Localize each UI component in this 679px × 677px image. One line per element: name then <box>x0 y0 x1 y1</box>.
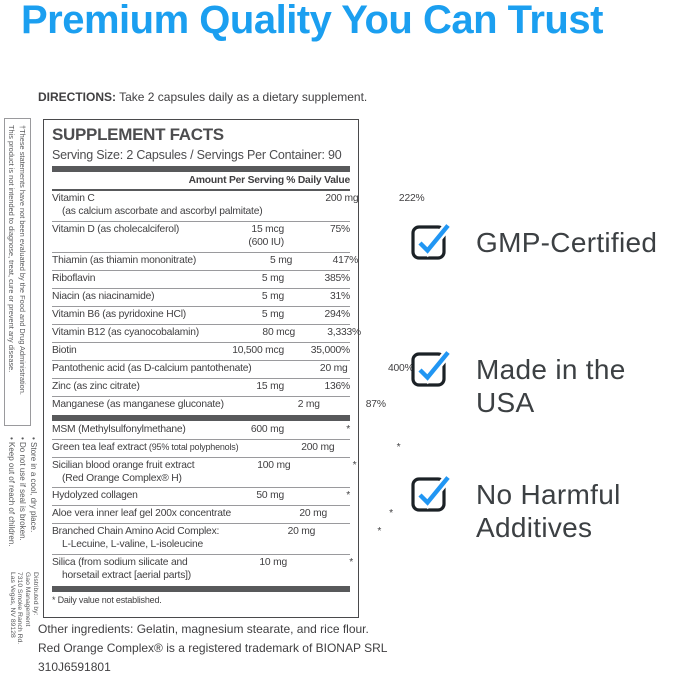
fact-row: Biotin 10,500 mcg 35,000% <box>52 342 350 360</box>
col-header-amount: Amount Per Serving <box>188 175 284 186</box>
fact-row: Vitamin C (as calcium ascorbate and ascorbyl palmitate) 200 mg 222% <box>52 193 425 217</box>
fact-row: Sicilian blood orange fruit extract (Red Orange Complex® H) 100 mg * <box>52 457 350 488</box>
fda-disclaimer-line2: This product is not intended to diagnose, treat, cure or prevent any disease. <box>7 125 17 373</box>
directions-label: DIRECTIONS: <box>38 90 116 104</box>
serving-size-line: Serving Size: 2 Capsules / Servings Per Container: 90 <box>52 148 342 162</box>
fact-row: Aloe vera inner leaf gel 200x concentrate 20 mg * <box>52 505 350 523</box>
storage-instructions-text <box>6 437 39 563</box>
storage-bullet: • Do not use if seal is broken. <box>18 437 27 541</box>
section-divider-bar <box>52 415 350 421</box>
badge-label: Made in the USA <box>476 354 626 418</box>
lot-number: 310J6591801 <box>38 660 111 674</box>
badge-gmp-certified <box>410 218 657 260</box>
checkbox-checked-icon <box>410 470 454 512</box>
facts-header-row <box>52 172 350 191</box>
storage-instructions <box>6 437 40 563</box>
badge-no-harmful-additives <box>410 470 679 544</box>
distributor-line: Las Vegas, NV 89128 <box>8 572 16 638</box>
supplement-facts-panel <box>43 119 425 618</box>
trademark-note: Red Orange Complex® is a registered trademark of BIONAP SRL <box>38 641 388 655</box>
col-header-daily-value: % Daily Value <box>286 175 350 186</box>
directions-body: Take 2 capsules daily as a dietary supplement. <box>116 90 368 104</box>
fact-row: Hydolyzed collagen 50 mg * <box>52 487 350 505</box>
section-divider-bar <box>52 586 350 592</box>
fact-row: Branched Chain Amino Acid Complex: L-Lecuine, L-valine, L-isoleucine 20 mg * <box>52 523 350 554</box>
checkbox-checked-icon <box>410 218 454 260</box>
distributor-info <box>8 572 40 664</box>
badge-label: GMP-Certified <box>476 227 658 258</box>
fact-row: Niacin (as niacinamide) 5 mg 31% <box>52 288 350 306</box>
distributor-line: Distributed by: <box>32 572 39 616</box>
distributor-text <box>8 572 39 662</box>
page-title: Premium Quality You Can Trust <box>21 0 603 42</box>
fda-disclaimer-box <box>4 118 31 426</box>
fact-row: Vitamin B6 (as pyridoxine HCl) 5 mg 294% <box>52 306 350 324</box>
other-ingredients: Other ingredients: Gelatin, magnesium stearate, and rice flour. <box>38 622 369 636</box>
distributor-line: Gao Management <box>24 572 32 627</box>
facts-rows <box>52 191 425 592</box>
fact-row: Pantothenic acid (as D-calcium pantothenate) 20 mg 400% <box>52 360 350 378</box>
fact-row: Thiamin (as thiamin mononitrate) 5 mg 417% <box>52 252 350 270</box>
supplement-facts-title: SUPPLEMENT FACTS <box>52 125 224 144</box>
fda-disclaimer-line1: †These statements have not been evaluated by the Food and Drug Administration. <box>18 125 27 395</box>
storage-bullet: • Keep out of reach of children. <box>7 437 16 547</box>
distributor-line: 7310 Smoke Ranch Rd. <box>16 572 24 645</box>
fact-row: Green tea leaf extract (95% total polyphenols) 200 mg * <box>52 439 350 457</box>
daily-value-footnote: * Daily value not established. <box>52 595 162 606</box>
fact-row: MSM (Methylsulfonylmethane) 600 mg * <box>52 423 350 435</box>
fact-row: Zinc (as zinc citrate) 15 mg 136% <box>52 378 350 396</box>
fact-row: Vitamin D (as cholecalciferol) 15 mcg (600 IU) 75% <box>52 221 350 252</box>
storage-bullet: • Store in a cool, dry place. <box>29 437 38 533</box>
fact-row: Vitamin B12 (as cyanocobalamin) 80 mcg 3,333% <box>52 324 350 342</box>
fact-row: Manganese (as manganese gluconate) 2 mg 87% <box>52 396 350 414</box>
fact-row: Silica (from sodium silicate and horsetail extract [aerial parts]) 10 mg * <box>52 554 350 585</box>
fact-row: Riboflavin 5 mg 385% <box>52 270 350 288</box>
fda-disclaimer-text <box>6 125 27 421</box>
badge-label: No Harmful Additives <box>476 479 621 543</box>
directions-text <box>38 90 367 104</box>
footer <box>38 620 387 677</box>
checkbox-checked-icon <box>410 345 454 387</box>
badge-made-in-usa <box>410 345 679 419</box>
